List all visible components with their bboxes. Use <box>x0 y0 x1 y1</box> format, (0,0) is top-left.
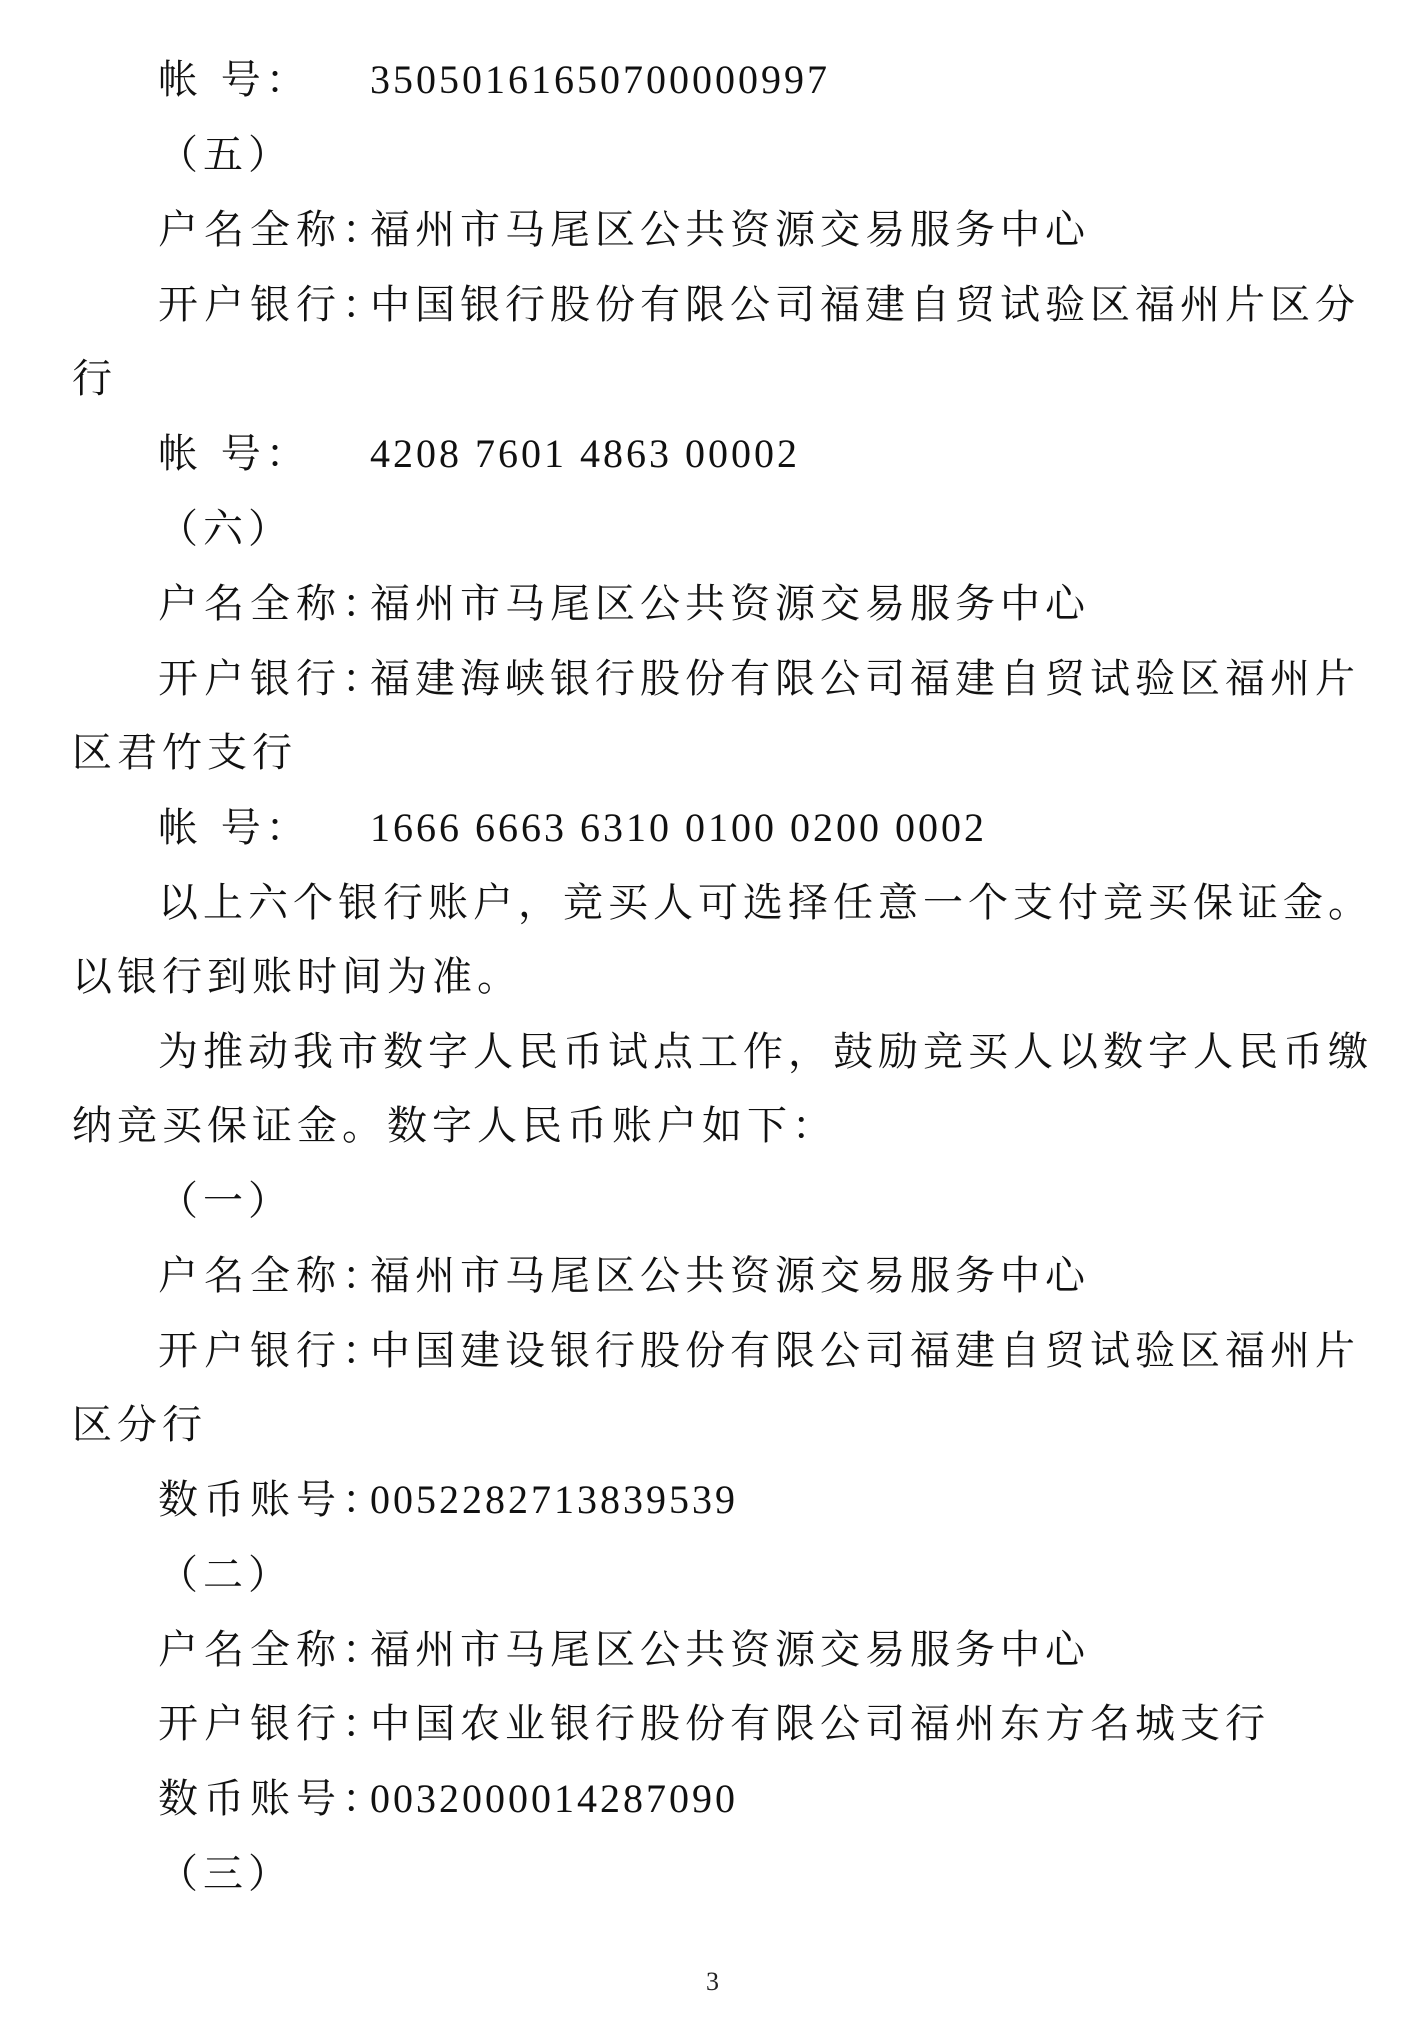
field-label: 户名全称： <box>158 1627 388 1673</box>
field-label: 帐 号： <box>158 57 311 103</box>
bank-line <box>158 654 1360 704</box>
bank-name: 福建海峡银行股份有限公司福建自贸试验区福州片 <box>370 656 1360 702</box>
bank-name-continued: 区君竹支行 <box>72 730 297 776</box>
account-name-line <box>158 1625 1090 1675</box>
section-heading: （六） <box>158 506 293 552</box>
bank-name: 中国银行股份有限公司福建自贸试验区福州片区分 <box>370 282 1360 328</box>
paragraph-line: 为推动我市数字人民币试点工作，鼓励竞买人以数字人民币缴 <box>158 1029 1373 1075</box>
account-name-line <box>158 579 1090 629</box>
section-heading: （一） <box>158 1178 293 1224</box>
page-number: 3 <box>706 1967 719 1996</box>
field-label: 开户银行： <box>158 1701 388 1747</box>
digital-account-line <box>158 1774 738 1824</box>
section-heading: （三） <box>158 1851 293 1897</box>
account-name: 福州市马尾区公共资源交易服务中心 <box>370 1253 1090 1299</box>
field-label: 开户银行： <box>158 282 388 328</box>
bank-line <box>158 1326 1360 1376</box>
account-number-line <box>158 803 987 853</box>
account-number-line <box>158 429 800 479</box>
paragraph-line: 以上六个银行账户，竞买人可选择任意一个支付竞买保证金。 <box>158 880 1373 926</box>
account-number: 4208 7601 4863 00002 <box>370 431 800 476</box>
field-label: 数币账号： <box>158 1477 388 1523</box>
bank-name-continued: 区分行 <box>72 1402 207 1448</box>
field-label: 户名全称： <box>158 1253 388 1299</box>
account-number-line <box>158 55 830 105</box>
field-label: 开户银行： <box>158 656 388 702</box>
account-number: 1666 6663 6310 0100 0200 0002 <box>370 805 987 850</box>
account-number: 35050161650700000997 <box>370 57 830 102</box>
bank-line <box>158 280 1360 330</box>
field-label: 户名全称： <box>158 581 388 627</box>
bank-name: 中国农业银行股份有限公司福州东方名城支行 <box>370 1701 1270 1747</box>
field-label: 帐 号： <box>158 431 311 477</box>
account-name-line <box>158 205 1090 255</box>
field-label: 数币账号： <box>158 1776 388 1822</box>
paragraph-line: 纳竞买保证金。数字人民币账户如下： <box>72 1103 837 1149</box>
account-name: 福州市马尾区公共资源交易服务中心 <box>370 581 1090 627</box>
paragraph-line: 以银行到账时间为准。 <box>72 954 522 1000</box>
field-label: 户名全称： <box>158 207 388 253</box>
field-label: 开户银行： <box>158 1328 388 1374</box>
digital-account-number: 0052282713839539 <box>370 1477 738 1522</box>
account-name-line <box>158 1251 1090 1301</box>
bank-name: 中国建设银行股份有限公司福建自贸试验区福州片 <box>370 1328 1360 1374</box>
section-heading: （五） <box>158 132 293 178</box>
section-heading: （二） <box>158 1552 293 1598</box>
field-label: 帐 号： <box>158 805 311 851</box>
digital-account-number: 0032000014287090 <box>370 1776 738 1821</box>
account-name: 福州市马尾区公共资源交易服务中心 <box>370 1627 1090 1673</box>
digital-account-line <box>158 1475 738 1525</box>
bank-line <box>158 1699 1270 1749</box>
account-name: 福州市马尾区公共资源交易服务中心 <box>370 207 1090 253</box>
bank-name-continued: 行 <box>72 356 117 402</box>
